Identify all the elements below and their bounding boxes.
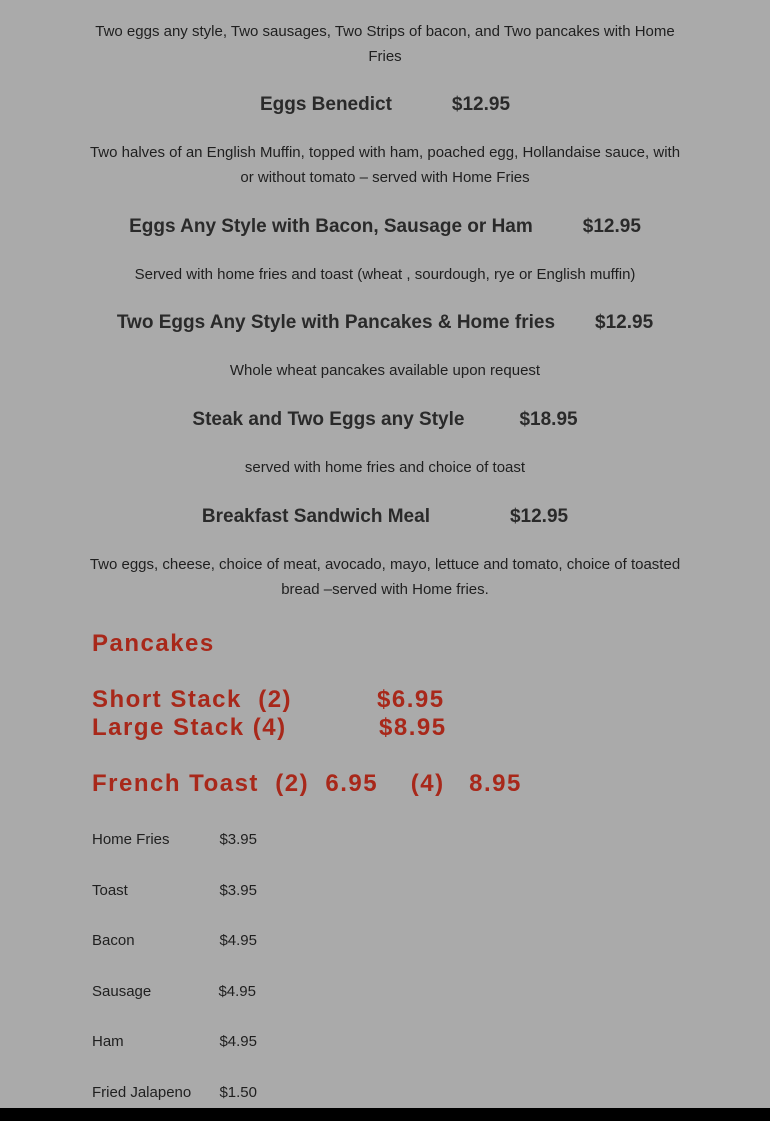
side-price: $4.95 [219,932,257,949]
item-name: Eggs Any Style with Bacon, Sausage or Ham [129,216,533,237]
large-stack-label: Large Stack (4) [92,714,287,741]
item-description: Whole wheat pancakes available upon request [229,362,541,379]
side-price: $3.95 [219,882,257,899]
side-name: Sausage [92,983,152,1000]
item-name: Eggs Benedict [259,94,392,115]
short-stack-label: Short Stack (2) [92,686,293,713]
side-item-sausage [92,983,257,1000]
french-toast-row: French Toast (2) 6.95 (4) 8.95 [92,770,522,797]
menu-item-breakfast-sandwich [0,506,770,528]
menu-item-eggs-any-style-meat [0,216,770,238]
item-name: Breakfast Sandwich Meal [201,506,430,527]
combo-description: Two eggs any style, Two sausages, Two Strips of bacon, and Two pancakes with Home Fries [95,23,675,65]
side-price: $1.50 [219,1084,257,1101]
side-item-toast [92,882,257,899]
side-item-fried-jalapeno [92,1084,257,1101]
side-name: Bacon [92,932,135,949]
short-stack-row [92,686,445,714]
large-stack-row [92,714,447,742]
side-price: $4.95 [218,983,256,1000]
large-stack-price: $8.95 [379,714,447,741]
short-stack-price: $6.95 [377,686,445,713]
pancakes-heading: Pancakes [92,630,215,657]
item-description: Two halves of an English Muffin, topped with ham, poached egg, Hollandaise sauce, with or without tomato – served with Home Fries [89,144,681,186]
item-name: Steak and Two Eggs any Style [192,409,465,430]
side-name: Ham [92,1033,124,1050]
item-price: $12.95 [451,94,511,115]
menu-item-eggs-pancakes [0,312,770,334]
item-name: Two Eggs Any Style with Pancakes & Home fries [116,312,556,333]
side-name: Toast [92,882,128,899]
item-price: $12.95 [582,216,641,237]
item-price: $12.95 [509,506,569,527]
side-price: $3.95 [219,831,257,848]
side-item-home-fries [92,831,257,848]
side-name: Home Fries [92,831,170,848]
item-description: served with home fries and choice of toast [244,459,526,476]
menu-item-eggs-benedict [0,94,770,116]
side-price: $4.95 [219,1033,257,1050]
bottom-bar [0,1108,770,1121]
side-item-bacon [92,932,257,949]
item-price: $12.95 [595,312,654,333]
side-name: Fried Jalapeno [92,1084,192,1101]
item-description: Served with home fries and toast (wheat , sourdough, rye or English muffin) [134,266,636,283]
item-price: $18.95 [519,409,578,430]
item-description: Two eggs, cheese, choice of meat, avocado, mayo, lettuce and tomato, choice of toasted bread –served with Home fries. [89,556,681,598]
side-item-ham [92,1033,257,1050]
menu-item-steak-eggs [0,409,770,431]
